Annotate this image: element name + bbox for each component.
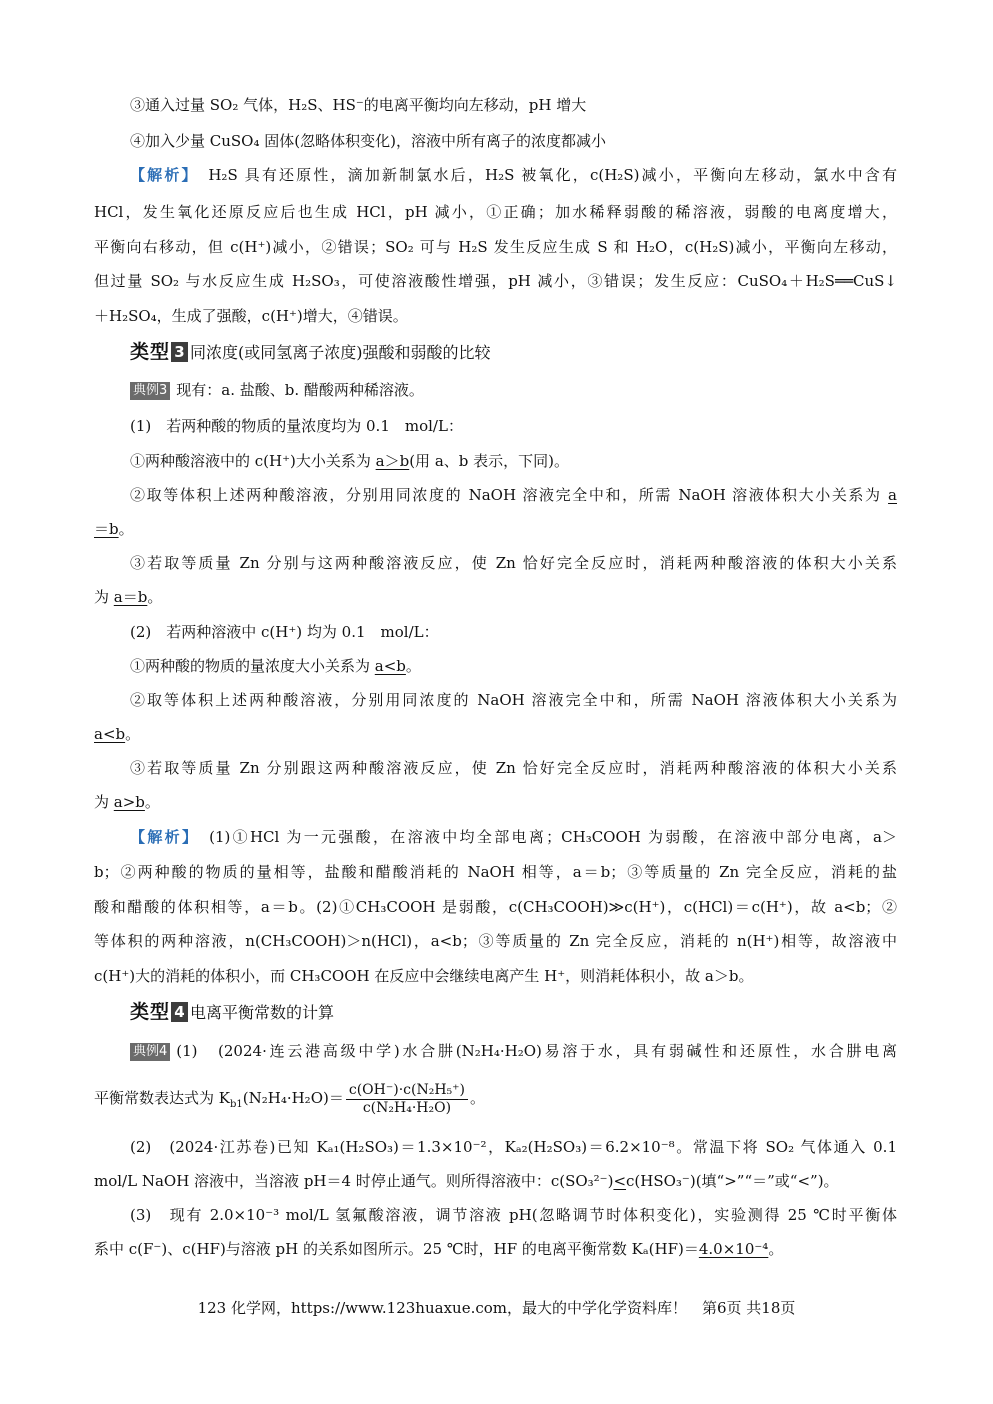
- example-badge: 典例3: [130, 382, 170, 400]
- question-line: a<b。: [94, 725, 141, 743]
- question-line: (2) 若两种溶液中 c(H⁺) 均为 0.1 mol/L：: [130, 623, 439, 641]
- example-4-line: mol/L NaOH 溶液中，当溶液 pH＝4 时停止通气。则所得溶液中：c(SO₃²⁻)<c(HSO₃⁻)(填“>”“＝”或“<”)。: [94, 1172, 839, 1190]
- question-line: ＝b。: [94, 520, 134, 538]
- example-4-line: 系中 c(F⁻)、c(HF)与溶液 pH 的关系如图所示。25 ℃时，HF 的电离平衡常数 Kₐ(HF)＝4.0×10⁻⁴。: [94, 1240, 784, 1258]
- example-4-line: 典例4 (1) (2024·连云港高级中学)水合肼(N₂H₄·H₂O)易溶于水，具有弱碱性和还原性，水合肼电离: [130, 1040, 897, 1062]
- analysis-3-line: 酸和醋酸的体积相等，a＝b。(2)①CH₃COOH 是弱酸，c(CH₃COOH)≫c(H⁺)，c(HCl)＝c(H⁺)，故 a<b；②: [94, 898, 897, 916]
- option-4: ④加入少量 CuSO₄ 固体(忽略体积变化)，溶液中所有离子的浓度都减小: [130, 132, 606, 150]
- section-heading-4: 类型 4 电离平衡常数的计算: [130, 1001, 335, 1023]
- kb-fraction: $\frac{\text{c(OH⁻)·c(N₂H₅⁺)}}{\text{c(N₂H₄·H₂O)}}$: [346, 1082, 468, 1117]
- question-line: ③若取等质量 Zn 分别与这两种酸溶液反应，使 Zn 恰好完全反应时，消耗两种酸溶液的体积大小关系: [130, 554, 897, 572]
- question-line: ①两种酸的物质的量浓度大小关系为 a<b。: [130, 657, 421, 675]
- answer-blank: 4.0×10⁻⁴: [698, 1240, 769, 1258]
- example-3-intro: 典例3 现有：a. 盐酸、b. 醋酸两种稀溶液。: [130, 379, 897, 401]
- kb-formula-line: 平衡常数表达式为 $K_{b1}(N_2H_4\cdot H_2O)=$ $\frac{\text{c(OH⁻)·c(N₂H₅⁺)}}{\text{c(N₂H₄·H₂O)}}$ 。: [94, 1081, 486, 1116]
- example-4-line: (3) 现有 2.0×10⁻³ mol/L 氢氟酸溶液，调节溶液 pH(忽略调节时体积变化)，实验测得 25 ℃时平衡体: [130, 1206, 897, 1224]
- answer-blank: a＞b: [375, 452, 410, 470]
- analysis-1-line: ＋H₂SO₄，生成了强酸，c(H⁺)增大，④错误。: [94, 307, 408, 325]
- section-title: 同浓度(或同氢离子浓度)强酸和弱酸的比较: [190, 343, 491, 362]
- question-line: 为 a＝b。: [94, 588, 163, 606]
- analysis-1-line: HCl，发生氧化还原反应后也生成 HCl，pH 减小，①正确；加水稀释弱酸的稀溶液，弱酸的电离度增大，: [94, 203, 897, 221]
- question-line: ③若取等质量 Zn 分别跟这两种酸溶液反应，使 Zn 恰好完全反应时，消耗两种酸溶液的体积大小关系: [130, 759, 897, 777]
- question-line: ①两种酸溶液中的 c(H⁺)大小关系为 a＞b(用 a、b 表示，下同)。: [130, 452, 569, 470]
- analysis-1-line: 平衡向右移动，但 c(H⁺)减小，②错误；SO₂ 可与 H₂S 发生反应生成 S 和 H₂O，c(H₂S)减小，平衡向左移动，: [94, 238, 897, 256]
- question-line: ②取等体积上述两种酸溶液，分别用同浓度的 NaOH 溶液完全中和，所需 NaOH 溶液体积大小关系为 a: [130, 486, 897, 504]
- section-heading-3: 类型 3 同浓度(或同氢离子浓度)强酸和弱酸的比较: [130, 341, 491, 363]
- page-footer: 123 化学网，https://www.123huaxue.com，最大的中学化学资料库！ 第6页 共18页: [197, 1299, 796, 1317]
- analysis-3-line: c(H⁺)大的消耗的体积小，而 CH₃COOH 在反应中会继续电离产生 H⁺，则消耗体积小，故 a＞b。: [94, 967, 754, 985]
- analysis-1-line: 【解析】 H₂S 具有还原性，滴加新制氯水后，H₂S 被氧化，c(H₂S)减小，平衡向左移动，氯水中含有: [130, 166, 897, 184]
- answer-blank: a＝b: [113, 588, 148, 606]
- question-line: 为 a>b。: [94, 793, 160, 811]
- example-badge: 典例4: [130, 1043, 170, 1061]
- option-3: ③通入过量 SO₂ 气体，H₂S、HS⁻的电离平衡均向左移动，pH 增大: [130, 96, 587, 114]
- analysis-1-line: 但过量 SO₂ 与水反应生成 H₂SO₃，可使溶液酸性增强，pH 减小，③错误；发生反应：CuSO₄＋H₂S══CuS↓: [94, 272, 897, 290]
- section-number-badge: 3: [171, 342, 188, 362]
- answer-blank: a: [888, 486, 897, 504]
- question-line: ②取等体积上述两种酸溶液，分别用同浓度的 NaOH 溶液完全中和，所需 NaOH 溶液体积大小关系为: [130, 691, 897, 709]
- question-line: (1) 若两种酸的物质的量浓度均为 0.1 mol/L：: [130, 417, 463, 435]
- section-number-badge: 4: [171, 1002, 188, 1022]
- answer-blank: a<b: [94, 725, 126, 743]
- analysis-3-line: 等体积的两种溶液，n(CH₃COOH)＞n(HCl)，a<b；③等质量的 Zn 完全反应，消耗的 n(H⁺)相等，故溶液中: [94, 932, 897, 950]
- answer-blank: ＝b: [94, 520, 119, 538]
- answer-blank: a>b: [113, 793, 145, 811]
- example-4-line: (2) (2024·江苏卷)已知 Kₐ₁(H₂SO₃)＝1.3×10⁻²，Kₐ₂(H₂SO₃)＝6.2×10⁻⁸。常温下将 SO₂ 气体通入 0.1: [130, 1138, 897, 1156]
- section-title: 电离平衡常数的计算: [190, 1003, 335, 1022]
- analysis-3-line: 【解析】 (1)①HCl 为一元强酸，在溶液中均全部电离；CH₃COOH 为弱酸，在溶液中部分电离，a＞: [130, 828, 897, 846]
- analysis-3-line: b；②两种酸的物质的量相等，盐酸和醋酸消耗的 NaOH 相等，a＝b；③等质量的 Zn 完全反应，消耗的盐: [94, 863, 897, 881]
- analysis-tag: 【解析】: [130, 166, 192, 184]
- answer-blank: <: [613, 1172, 627, 1190]
- answer-blank: a<b: [374, 657, 406, 675]
- analysis-tag: 【解析】: [130, 828, 192, 846]
